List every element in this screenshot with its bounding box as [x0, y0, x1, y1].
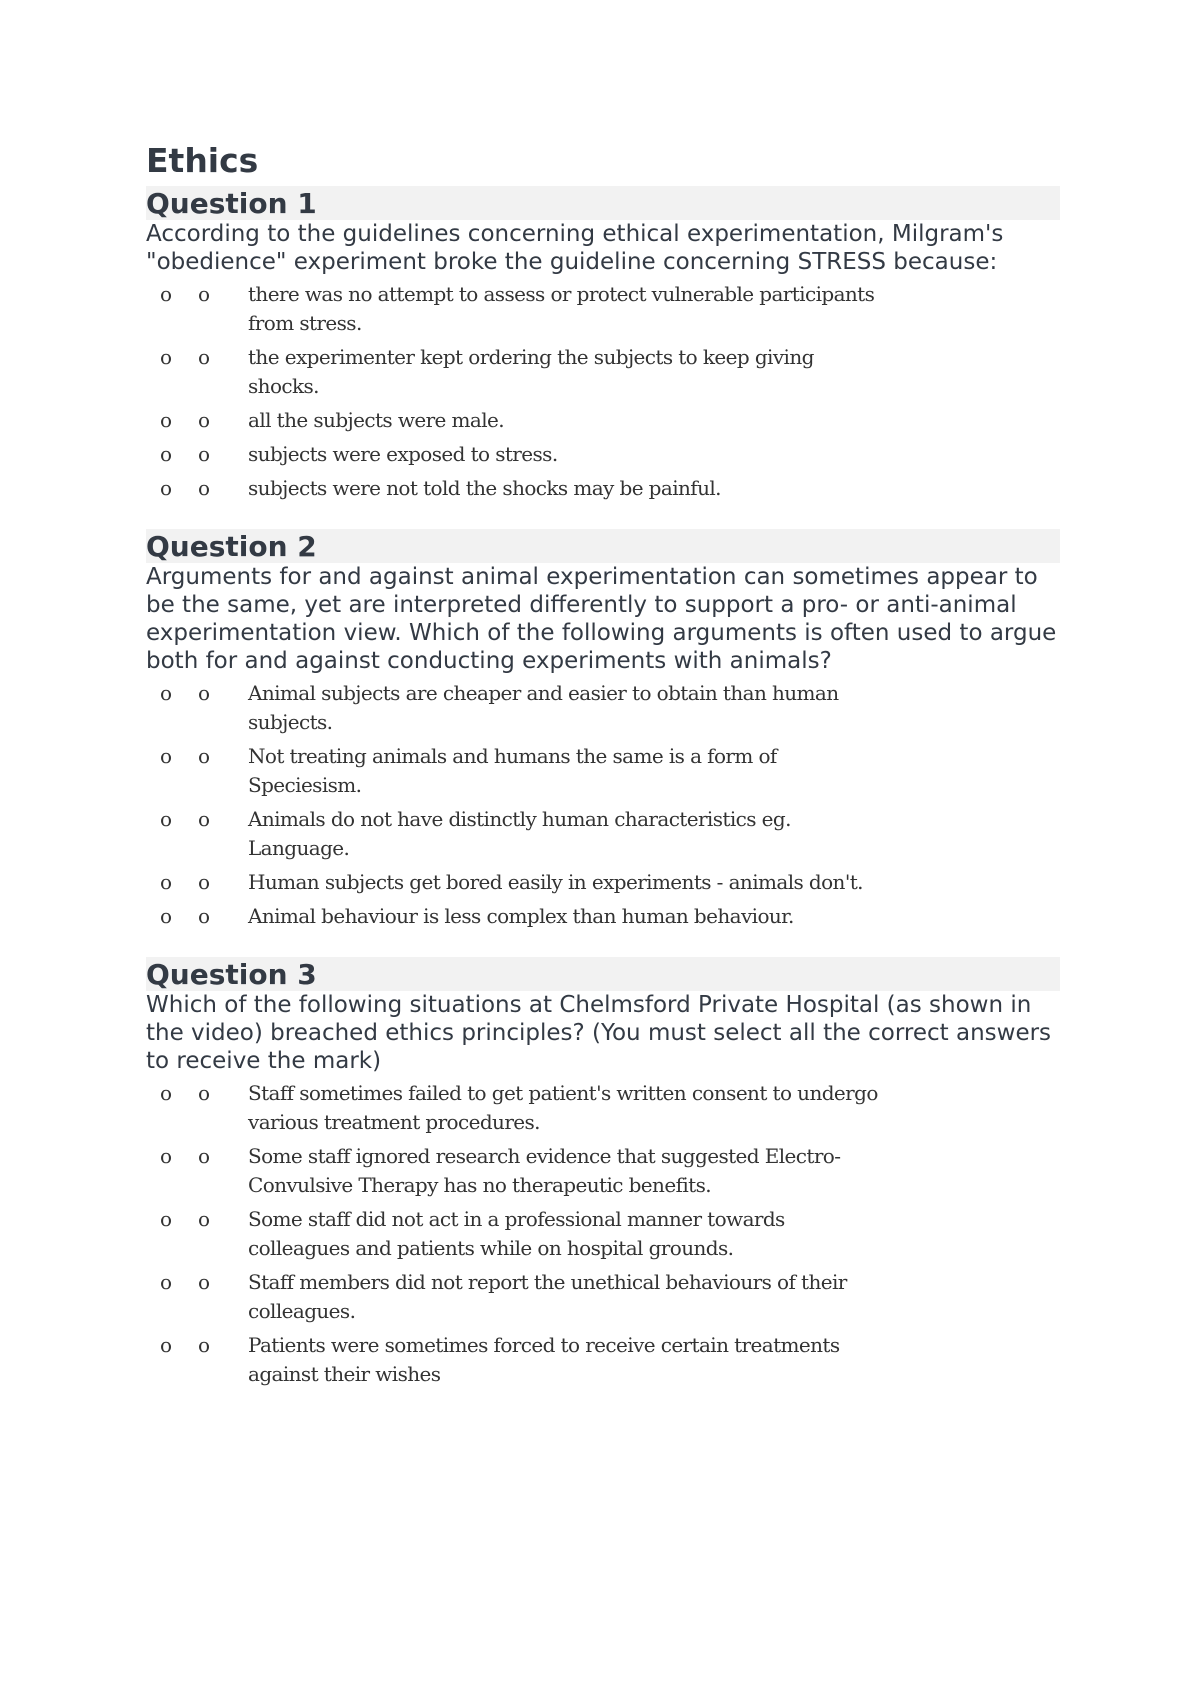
- circle-bullet-icon: o: [160, 1144, 173, 1168]
- option-text: all the subjects were male.: [248, 408, 505, 432]
- circle-bullet-icon: o: [160, 1270, 173, 1294]
- circle-bullet-icon: o: [160, 345, 173, 369]
- circle-bullet-icon: o: [198, 1081, 211, 1105]
- option-item[interactable]: [146, 868, 1060, 897]
- circle-bullet-icon: o: [160, 870, 173, 894]
- circle-bullet-icon: o: [160, 476, 173, 500]
- option-text: subjects were not told the shocks may be painful.: [248, 476, 721, 500]
- option-text: the experimenter kept ordering the subjects to keep giving shocks.: [248, 345, 814, 398]
- circle-bullet-icon: o: [198, 1270, 211, 1294]
- option-item[interactable]: [146, 679, 1060, 737]
- option-item[interactable]: [146, 742, 1060, 800]
- option-list: [146, 679, 1060, 931]
- circle-bullet-icon: o: [198, 1333, 211, 1357]
- document-page: [146, 140, 1060, 1394]
- option-item[interactable]: [146, 1331, 1060, 1389]
- circle-bullet-icon: o: [198, 345, 211, 369]
- option-text: Staff sometimes failed to get patient's written consent to undergo various treatment procedures.: [248, 1081, 878, 1134]
- option-text: Not treating animals and humans the same is a form of Speciesism.: [248, 744, 777, 797]
- option-list: [146, 280, 1060, 503]
- circle-bullet-icon: o: [160, 1081, 173, 1105]
- circle-bullet-icon: o: [160, 681, 173, 705]
- question-heading: Question 2: [146, 529, 1060, 563]
- option-text: Animal subjects are cheaper and easier to obtain than human subjects.: [248, 681, 839, 734]
- option-item[interactable]: [146, 1142, 1060, 1200]
- option-text: Some staff did not act in a professional manner towards colleagues and patients while on hospital grounds.: [248, 1207, 785, 1260]
- question-1: [146, 186, 1060, 503]
- question-2: [146, 529, 1060, 931]
- circle-bullet-icon: o: [160, 1207, 173, 1231]
- circle-bullet-icon: o: [198, 870, 211, 894]
- circle-bullet-icon: o: [198, 408, 211, 432]
- question-3: [146, 957, 1060, 1389]
- option-item[interactable]: [146, 474, 1060, 503]
- circle-bullet-icon: o: [198, 282, 211, 306]
- question-heading: Question 3: [146, 957, 1060, 991]
- option-text: there was no attempt to assess or protect vulnerable participants from stress.: [248, 282, 875, 335]
- option-item[interactable]: [146, 1268, 1060, 1326]
- option-item[interactable]: [146, 280, 1060, 338]
- circle-bullet-icon: o: [198, 476, 211, 500]
- circle-bullet-icon: o: [198, 442, 211, 466]
- question-heading: Question 1: [146, 186, 1060, 220]
- option-text: Human subjects get bored easily in experiments - animals don't.: [248, 870, 863, 894]
- circle-bullet-icon: o: [198, 807, 211, 831]
- option-text: subjects were exposed to stress.: [248, 442, 558, 466]
- option-text: Animals do not have distinctly human characteristics eg. Language.: [248, 807, 791, 860]
- option-item[interactable]: [146, 440, 1060, 469]
- option-item[interactable]: [146, 1079, 1060, 1137]
- circle-bullet-icon: o: [160, 1333, 173, 1357]
- option-list: [146, 1079, 1060, 1389]
- circle-bullet-icon: o: [198, 681, 211, 705]
- question-text: According to the guidelines concerning ethical experimentation, Milgram's "obedience" experiment broke the guideline concerning STRESS because:: [146, 221, 1004, 275]
- circle-bullet-icon: o: [198, 904, 211, 928]
- circle-bullet-icon: o: [198, 1207, 211, 1231]
- circle-bullet-icon: o: [198, 744, 211, 768]
- document-title: Ethics: [146, 141, 259, 180]
- circle-bullet-icon: o: [160, 408, 173, 432]
- option-item[interactable]: [146, 805, 1060, 863]
- option-text: Staff members did not report the unethical behaviours of their colleagues.: [248, 1270, 847, 1323]
- circle-bullet-icon: o: [160, 904, 173, 928]
- circle-bullet-icon: o: [160, 282, 173, 306]
- circle-bullet-icon: o: [160, 744, 173, 768]
- question-text: Arguments for and against animal experimentation can sometimes appear to be the same, yet are interpreted differently to support a pro- or anti-animal experimentation view. Which of the following arguments is often used to argue both for and against conducting experiments with animals?: [146, 564, 1057, 674]
- option-text: Animal behaviour is less complex than human behaviour.: [248, 904, 794, 928]
- option-item[interactable]: [146, 1205, 1060, 1263]
- option-item[interactable]: [146, 343, 1060, 401]
- option-item[interactable]: [146, 406, 1060, 435]
- option-text: Some staff ignored research evidence that suggested Electro-Convulsive Therapy has no therapeutic benefits.: [248, 1144, 841, 1197]
- question-text: Which of the following situations at Chelmsford Private Hospital (as shown in the video) breached ethics principles? (You must select all the correct answers to receive the mark): [146, 992, 1052, 1074]
- circle-bullet-icon: o: [160, 442, 173, 466]
- option-text: Patients were sometimes forced to receive certain treatments against their wishes: [248, 1333, 840, 1386]
- circle-bullet-icon: o: [198, 1144, 211, 1168]
- circle-bullet-icon: o: [160, 807, 173, 831]
- option-item[interactable]: [146, 902, 1060, 931]
